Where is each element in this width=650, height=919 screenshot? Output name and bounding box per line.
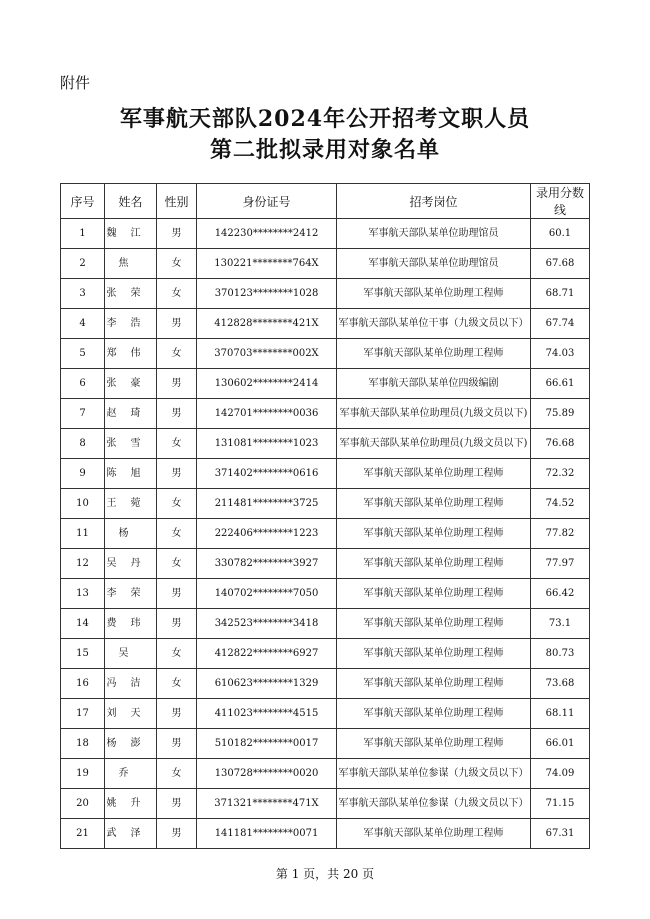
cell-id-number: 222406********1223 <box>197 519 337 549</box>
cell-id-number: 211481********3725 <box>197 489 337 519</box>
table-row <box>61 699 590 729</box>
cell-id-number: 342523********3418 <box>197 609 337 639</box>
cell-id-number: 142230********2412 <box>197 219 337 249</box>
cell-position: 军事航天部队某单位助理工程师 <box>337 579 531 609</box>
table-row <box>61 219 590 249</box>
cell-name: 赵琦 <box>105 399 157 429</box>
cell-name: 杨澎 <box>105 729 157 759</box>
cell-score: 74.03 <box>531 339 590 369</box>
table-row <box>61 789 590 819</box>
cell-name: 杨 <box>105 519 157 549</box>
cell-id-number: 131081********1023 <box>197 429 337 459</box>
header-id-number: 身份证号 <box>197 184 337 219</box>
cell-id-number: 130602********2414 <box>197 369 337 399</box>
cell-position: 军事航天部队某单位助理工程师 <box>337 339 531 369</box>
cell-id-number: 610623********1329 <box>197 669 337 699</box>
cell-index: 19 <box>61 759 105 789</box>
cell-score: 74.52 <box>531 489 590 519</box>
cell-index: 18 <box>61 729 105 759</box>
cell-name: 姚升 <box>105 789 157 819</box>
table-row <box>61 429 590 459</box>
table-row <box>61 729 590 759</box>
candidate-table <box>60 183 590 849</box>
cell-gender: 女 <box>157 339 197 369</box>
cell-id-number: 130728********0020 <box>197 759 337 789</box>
cell-gender: 女 <box>157 669 197 699</box>
cell-position: 军事航天部队某单位助理工程师 <box>337 609 531 639</box>
document-title-line1: 军事航天部队2024年公开招考文职人员 <box>119 106 531 132</box>
cell-gender: 女 <box>157 279 197 309</box>
table-row <box>61 759 590 789</box>
cell-score: 73.68 <box>531 669 590 699</box>
table-row <box>61 309 590 339</box>
cell-id-number: 142701********0036 <box>197 399 337 429</box>
cell-index: 10 <box>61 489 105 519</box>
cell-score: 67.68 <box>531 249 590 279</box>
cell-id-number: 140702********7050 <box>197 579 337 609</box>
cell-id-number: 371321********471X <box>197 789 337 819</box>
cell-gender: 女 <box>157 519 197 549</box>
cell-name: 张雪 <box>105 429 157 459</box>
cell-position: 军事航天部队某单位助理工程师 <box>337 639 531 669</box>
header-score: 录用分数线 <box>531 184 590 219</box>
table-row <box>61 579 590 609</box>
cell-score: 66.01 <box>531 729 590 759</box>
cell-index: 13 <box>61 579 105 609</box>
cell-index: 8 <box>61 429 105 459</box>
cell-gender: 男 <box>157 789 197 819</box>
cell-position: 军事航天部队某单位参谋（九级文员以下） <box>337 789 531 819</box>
cell-index: 14 <box>61 609 105 639</box>
table-row <box>61 279 590 309</box>
header-name: 姓名 <box>105 184 157 219</box>
page-footer: 第 1 页，共 20 页 <box>275 867 375 881</box>
cell-name: 武泽 <box>105 819 157 849</box>
cell-index: 11 <box>61 519 105 549</box>
cell-name: 李荣 <box>105 579 157 609</box>
cell-score: 76.68 <box>531 429 590 459</box>
cell-index: 12 <box>61 549 105 579</box>
cell-id-number: 370703********002X <box>197 339 337 369</box>
cell-name: 费玮 <box>105 609 157 639</box>
cell-gender: 男 <box>157 699 197 729</box>
table-row <box>61 249 590 279</box>
cell-index: 9 <box>61 459 105 489</box>
header-gender: 性别 <box>157 184 197 219</box>
cell-index: 3 <box>61 279 105 309</box>
cell-id-number: 130221********764X <box>197 249 337 279</box>
cell-score: 80.73 <box>531 639 590 669</box>
header-index: 序号 <box>61 184 105 219</box>
cell-id-number: 412822********6927 <box>197 639 337 669</box>
table-row <box>61 639 590 669</box>
cell-gender: 男 <box>157 819 197 849</box>
cell-gender: 女 <box>157 249 197 279</box>
table-row <box>61 519 590 549</box>
cell-gender: 男 <box>157 609 197 639</box>
cell-name: 吴 <box>105 639 157 669</box>
cell-index: 4 <box>61 309 105 339</box>
cell-position: 军事航天部队某单位助理工程师 <box>337 819 531 849</box>
cell-index: 15 <box>61 639 105 669</box>
cell-score: 74.09 <box>531 759 590 789</box>
cell-position: 军事航天部队某单位助理工程师 <box>337 549 531 579</box>
table-body <box>61 219 590 849</box>
cell-score: 68.71 <box>531 279 590 309</box>
cell-position: 军事航天部队某单位助理馆员 <box>337 249 531 279</box>
cell-index: 6 <box>61 369 105 399</box>
cell-index: 16 <box>61 669 105 699</box>
cell-index: 2 <box>61 249 105 279</box>
table-header-row <box>61 184 590 219</box>
cell-index: 21 <box>61 819 105 849</box>
cell-position: 军事航天部队某单位助理工程师 <box>337 489 531 519</box>
table-row <box>61 819 590 849</box>
cell-name: 张豪 <box>105 369 157 399</box>
cell-position: 军事航天部队某单位助理工程师 <box>337 729 531 759</box>
cell-gender: 女 <box>157 639 197 669</box>
cell-gender: 男 <box>157 219 197 249</box>
attachment-label: 附件 <box>60 74 91 92</box>
cell-score: 77.82 <box>531 519 590 549</box>
cell-score: 60.1 <box>531 219 590 249</box>
cell-id-number: 370123********1028 <box>197 279 337 309</box>
cell-position: 军事航天部队某单位干事（九级文员以下） <box>337 309 531 339</box>
cell-name: 吴丹 <box>105 549 157 579</box>
cell-position: 军事航天部队某单位四级编剧 <box>337 369 531 399</box>
cell-position: 军事航天部队某单位助理工程师 <box>337 519 531 549</box>
cell-score: 73.1 <box>531 609 590 639</box>
cell-name: 陈旭 <box>105 459 157 489</box>
table-row <box>61 339 590 369</box>
cell-score: 77.97 <box>531 549 590 579</box>
cell-index: 17 <box>61 699 105 729</box>
cell-gender: 男 <box>157 579 197 609</box>
table-row <box>61 369 590 399</box>
cell-gender: 女 <box>157 759 197 789</box>
cell-gender: 女 <box>157 429 197 459</box>
cell-score: 71.15 <box>531 789 590 819</box>
cell-score: 66.61 <box>531 369 590 399</box>
cell-gender: 男 <box>157 309 197 339</box>
cell-position: 军事航天部队某单位助理工程师 <box>337 279 531 309</box>
table-row <box>61 489 590 519</box>
cell-name: 刘天 <box>105 699 157 729</box>
cell-score: 66.42 <box>531 579 590 609</box>
cell-gender: 女 <box>157 549 197 579</box>
cell-score: 68.11 <box>531 699 590 729</box>
table-row <box>61 609 590 639</box>
cell-name: 冯洁 <box>105 669 157 699</box>
cell-position: 军事航天部队某单位助理馆员 <box>337 219 531 249</box>
cell-name: 魏江 <box>105 219 157 249</box>
table-row <box>61 669 590 699</box>
cell-gender: 女 <box>157 489 197 519</box>
header-position: 招考岗位 <box>337 184 531 219</box>
cell-score: 72.32 <box>531 459 590 489</box>
cell-gender: 男 <box>157 399 197 429</box>
cell-name: 乔 <box>105 759 157 789</box>
document-title-line2: 第二批拟录用对象名单 <box>209 137 440 163</box>
cell-id-number: 371402********0616 <box>197 459 337 489</box>
cell-id-number: 411023********4515 <box>197 699 337 729</box>
cell-index: 1 <box>61 219 105 249</box>
cell-name: 郑伟 <box>105 339 157 369</box>
cell-gender: 男 <box>157 369 197 399</box>
table-row <box>61 459 590 489</box>
table-row <box>61 399 590 429</box>
cell-position: 军事航天部队某单位助理工程师 <box>337 459 531 489</box>
cell-gender: 男 <box>157 459 197 489</box>
cell-score: 67.31 <box>531 819 590 849</box>
cell-score: 67.74 <box>531 309 590 339</box>
cell-name: 焦 <box>105 249 157 279</box>
cell-id-number: 141181********0071 <box>197 819 337 849</box>
cell-id-number: 510182********0017 <box>197 729 337 759</box>
cell-index: 7 <box>61 399 105 429</box>
cell-position: 军事航天部队某单位助理工程师 <box>337 669 531 699</box>
cell-score: 75.89 <box>531 399 590 429</box>
cell-gender: 男 <box>157 729 197 759</box>
cell-id-number: 412828********421X <box>197 309 337 339</box>
cell-id-number: 330782********3927 <box>197 549 337 579</box>
cell-position: 军事航天部队某单位参谋（九级文员以下） <box>337 759 531 789</box>
cell-name: 李浩 <box>105 309 157 339</box>
cell-position: 军事航天部队某单位助理员(九级文员以下) <box>337 399 531 429</box>
cell-name: 张荣 <box>105 279 157 309</box>
cell-position: 军事航天部队某单位助理工程师 <box>337 699 531 729</box>
table-row <box>61 549 590 579</box>
cell-index: 20 <box>61 789 105 819</box>
cell-index: 5 <box>61 339 105 369</box>
cell-position: 军事航天部队某单位助理员(九级文员以下) <box>337 429 531 459</box>
cell-name: 王菀 <box>105 489 157 519</box>
